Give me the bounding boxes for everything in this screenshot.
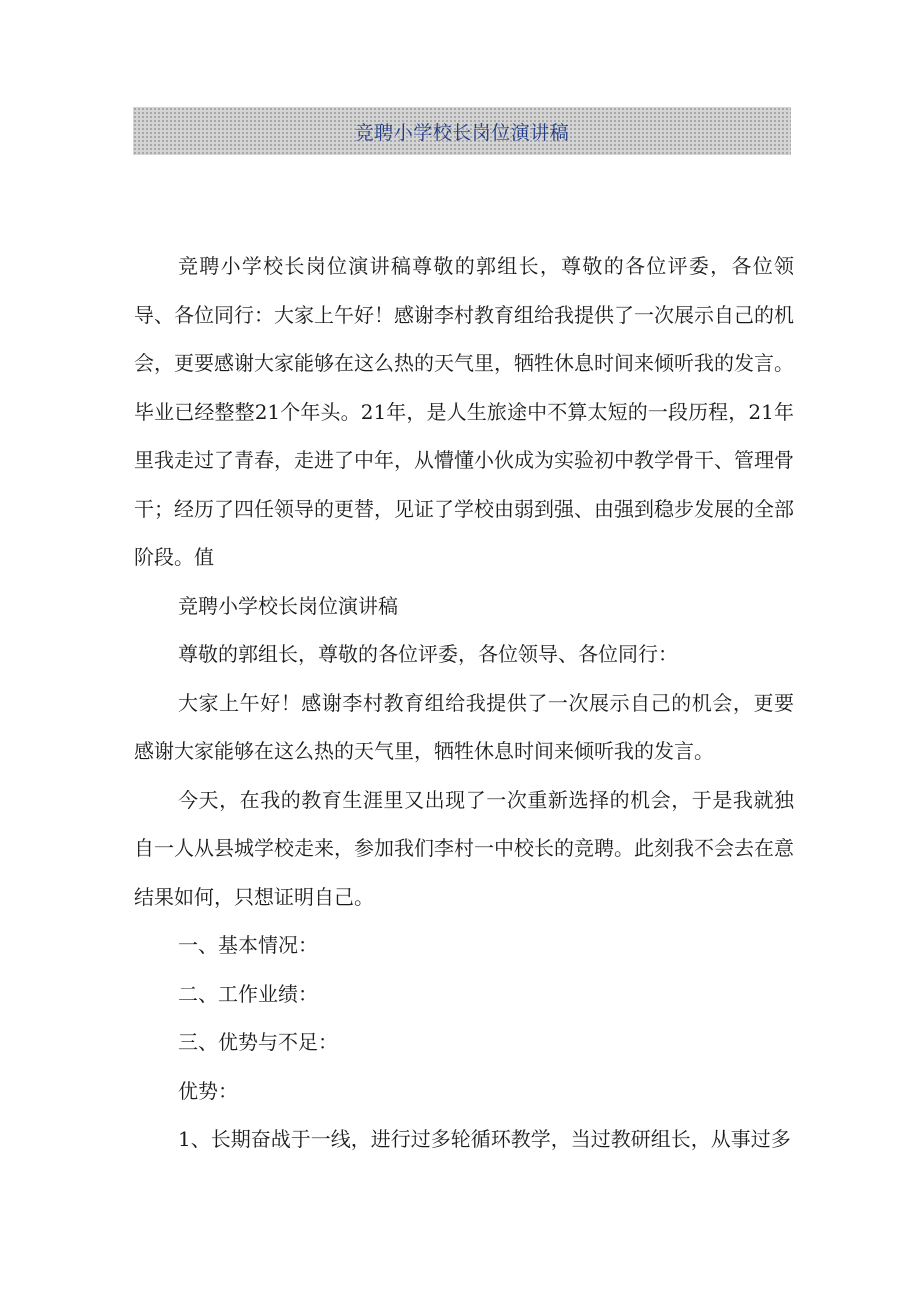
- intro-paragraph: 竞聘小学校长岗位演讲稿尊敬的郭组长，尊敬的各位评委，各位领导、各位同行：大家上午好！感谢李村教育组给我提供了一次展示自己的机会，更要感谢大家能够在这么热的天气里，牺牲休息时间来倾听我的发言。毕业已经整整21个年头。21年，是人生旅途中不算太短的一段历程，21年里我走过了青春，走进了中年，从懵懂小伙成为实验初中教学骨干、管理骨干；经历了四任领导的更替，见证了学校由弱到强、由强到稳步发展的全部阶段。值: [134, 254, 794, 569]
- salutation-paragraph: 尊敬的郭组长，尊敬的各位评委，各位领导、各位同行：: [178, 642, 678, 666]
- section-basic-info: 一、基本情况：: [178, 933, 318, 957]
- speech-heading: 竞聘小学校长岗位演讲稿: [178, 593, 398, 618]
- section-strengths-weaknesses: 三、优势与不足：: [178, 1030, 338, 1054]
- document-title: 竞聘小学校长岗位演讲稿: [354, 121, 570, 144]
- strength-item-1: 1、长期奋战于一线，进行过多轮循环教学，当过教研组长，从事过多: [178, 1127, 791, 1151]
- section-achievements: 二、工作业绩：: [178, 981, 318, 1006]
- document-body: [134, 242, 794, 1164]
- title-banner: [133, 107, 791, 155]
- opportunity-paragraph: 今天，在我的教育生涯里又出现了一次重新选择的机会，于是我就独自一人从县城学校走来，参加我们李村一中校长的竞聘。此刻我不会去在意结果如何，只想证明自己。: [134, 787, 794, 909]
- greeting-paragraph: 大家上午好！感谢李村教育组给我提供了一次展示自己的机会，更要感谢大家能够在这么热的天气里，牺牲休息时间来倾听我的发言。: [134, 690, 794, 763]
- strengths-label: 优势：: [178, 1078, 238, 1103]
